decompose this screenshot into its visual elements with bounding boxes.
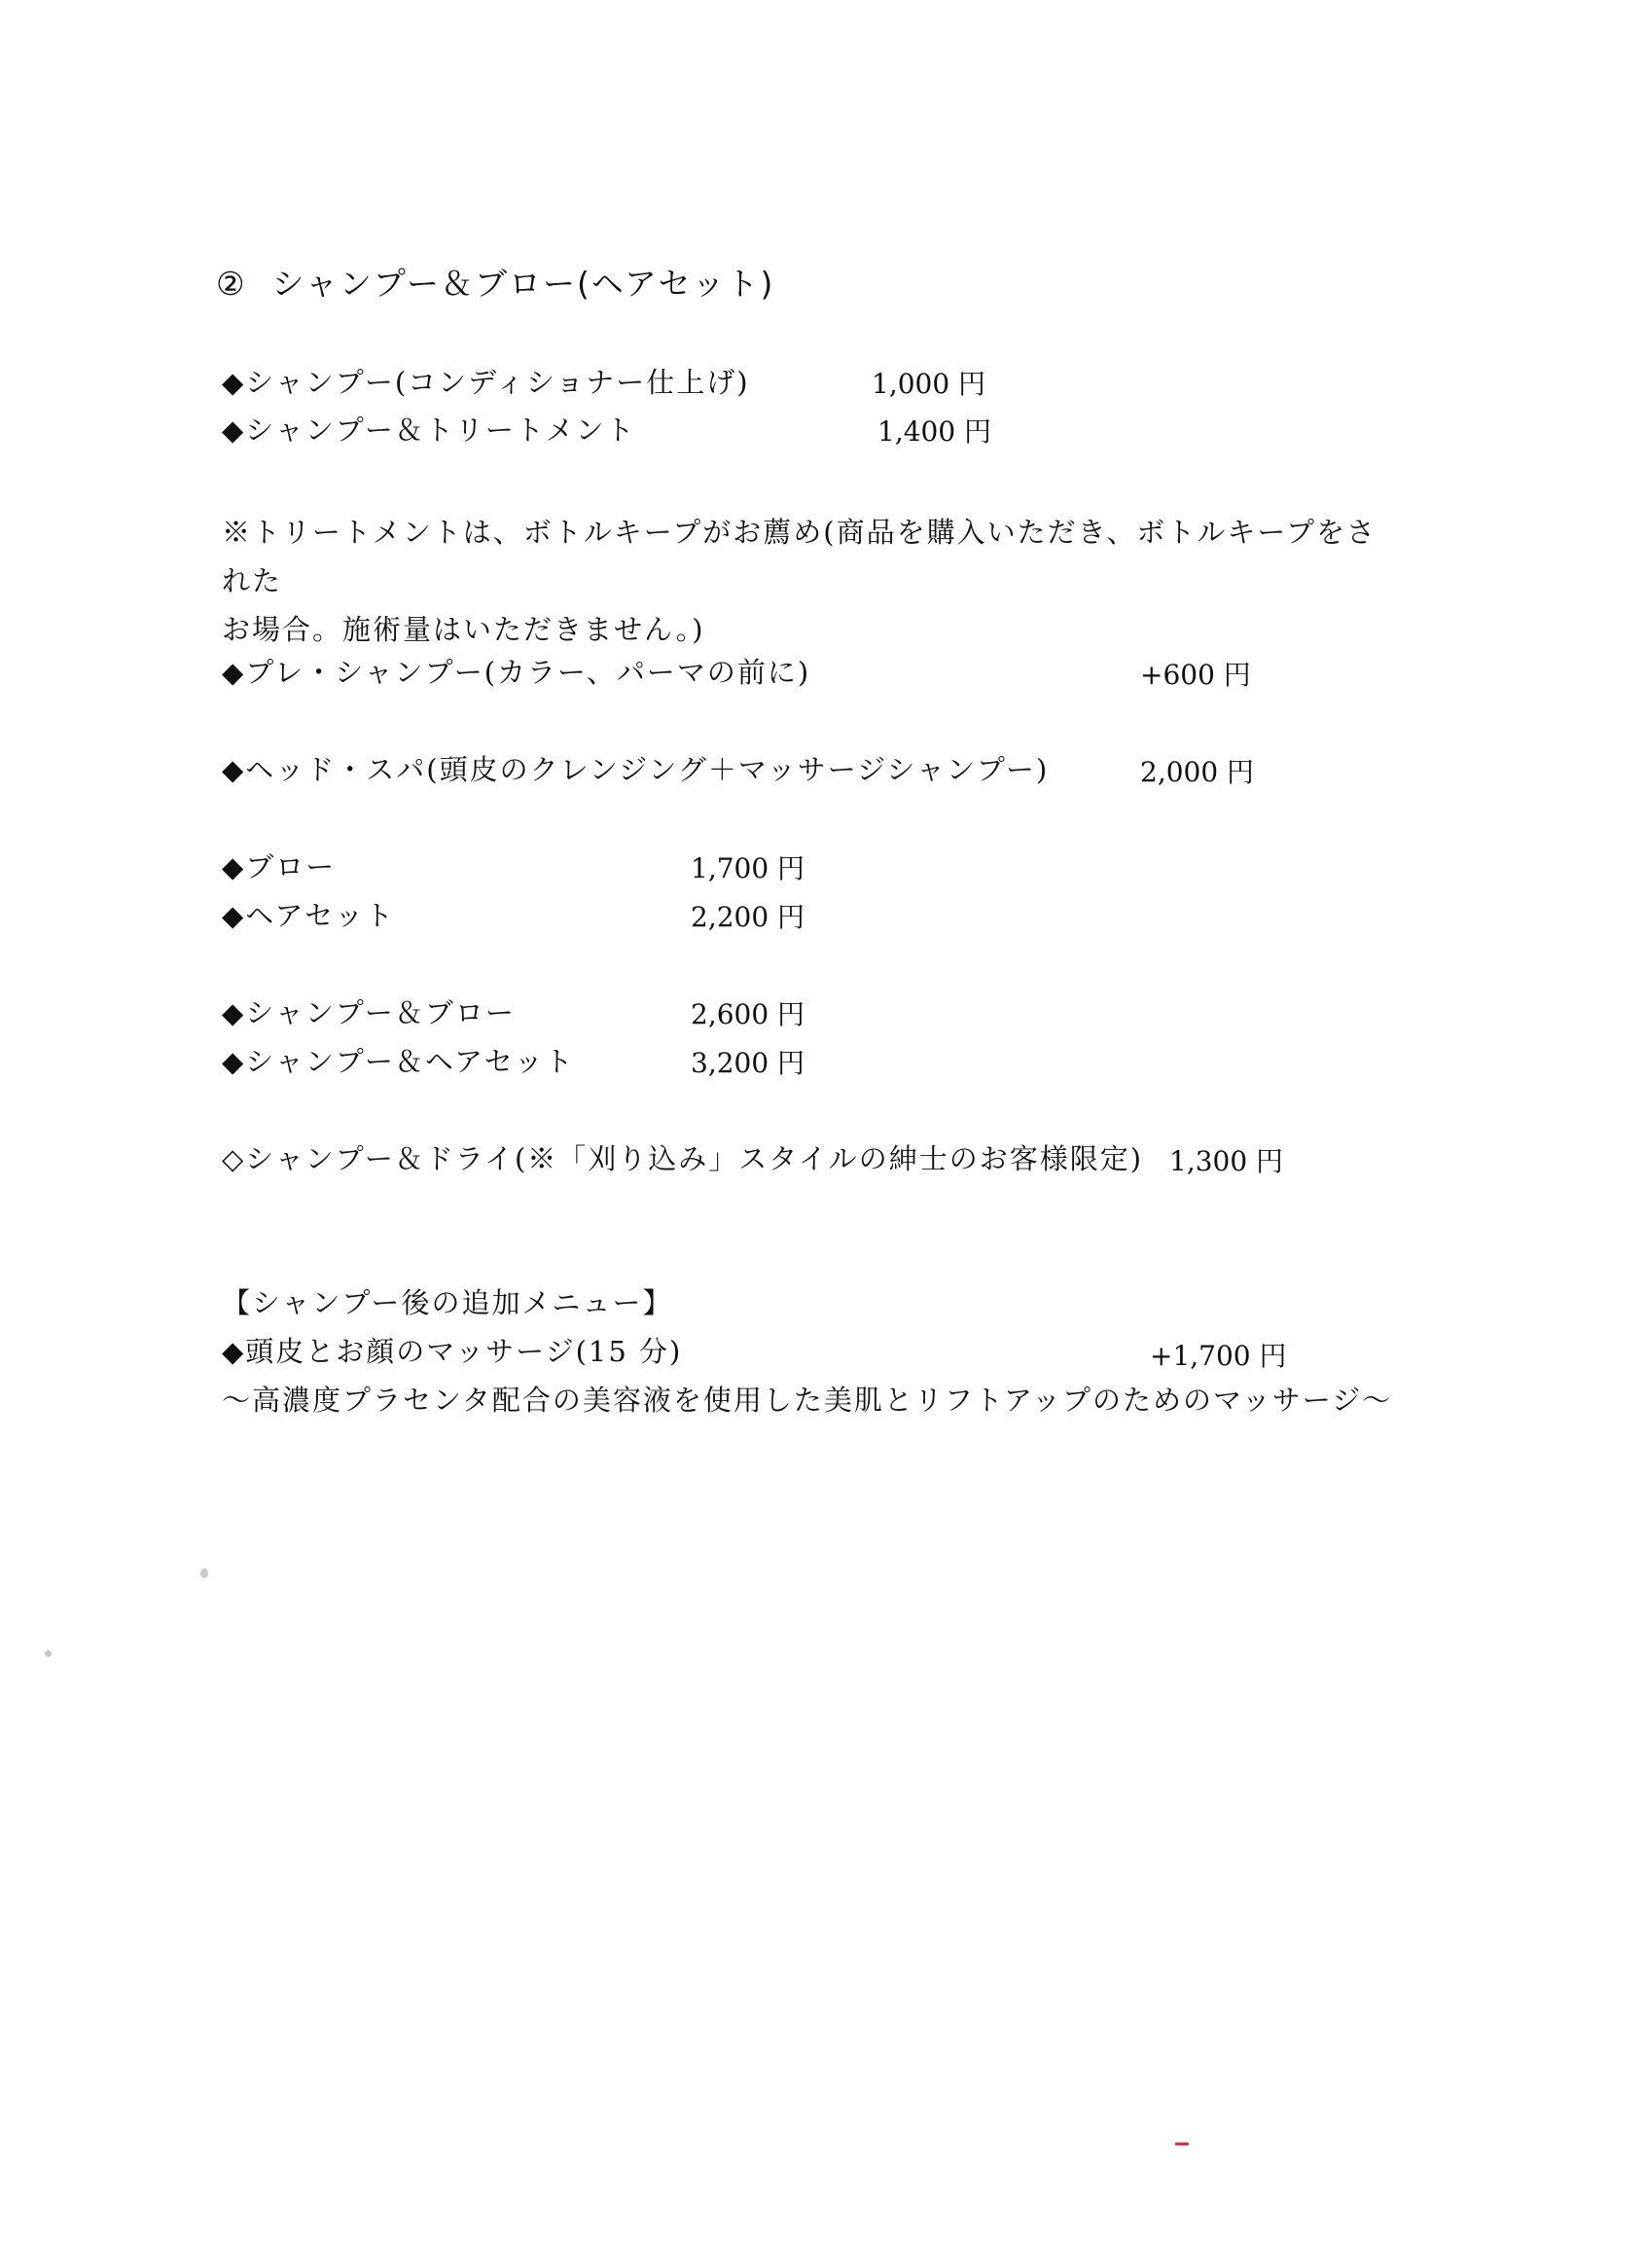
item-shampoo-label: ◆シャンプー(コンディショナー仕上げ) [222,366,750,399]
item-shampoo-treatment-price: 1,400 円 [877,415,992,448]
item-blow-label: ◆ブロー [222,850,337,883]
item-shampoo-blow-price: 2,600 円 [691,998,805,1030]
item-shampoo-price: 1,000 円 [872,368,986,400]
item-shampoo-treatment-label: ◆シャンプー＆トリートメント [222,414,636,447]
item-shampoo-blow-label: ◆シャンプー＆ブロー [222,996,516,1029]
scan-speck [200,1568,208,1578]
item-shampoo-hair-set-label: ◆シャンプー＆ヘアセット [222,1045,575,1078]
note-line-2: お場合。施術量はいただきません。) [222,613,705,646]
item-hair-set-label: ◆ヘアセット [222,899,396,932]
section-title: シャンプー＆ブロー(ヘアセット) [271,265,775,303]
additional-menu-header: 【シャンプー後の追加メニュー】 [222,1286,673,1319]
item-shampoo-dry-label: ◇シャンプー＆ドライ(※「刈り込み」スタイルの紳士のお客様限定) [222,1142,1144,1175]
scan-speck [45,1650,52,1657]
note-line-1: ※トリートメントは、ボトルキープがお薦め(商品を購入いただき、ボトルキープをされた [222,516,1377,597]
item-pre-shampoo-label: ◆プレ・シャンプー(カラー、パーマの前に) [222,656,811,689]
section-number: ② [216,265,247,303]
item-head-spa-price: 2,000 円 [1140,756,1255,788]
item-massage-label: ◆頭皮とお顔のマッサージ(15 分) [222,1335,683,1368]
item-head-spa-label: ◆ヘッド・スパ(頭皮のクレンジング＋マッサージシャンプー) [222,753,1050,786]
item-pre-shampoo-price: +600 円 [1140,659,1251,691]
item-shampoo-hair-set-price: 3,200 円 [691,1047,805,1079]
item-shampoo-dry-price: 1,300 円 [1169,1145,1284,1177]
treatment-note [222,508,1389,654]
scan-speck [1175,2142,1189,2145]
item-blow-price: 1,700 円 [691,852,805,884]
massage-description: ～高濃度プラセンタ配合の美容液を使用した美肌とリフトアップのためのマッサージ～ [222,1384,1393,1417]
item-hair-set-price: 2,200 円 [691,901,805,933]
item-massage-price: +1,700 円 [1150,1340,1287,1372]
section-heading [216,259,774,305]
